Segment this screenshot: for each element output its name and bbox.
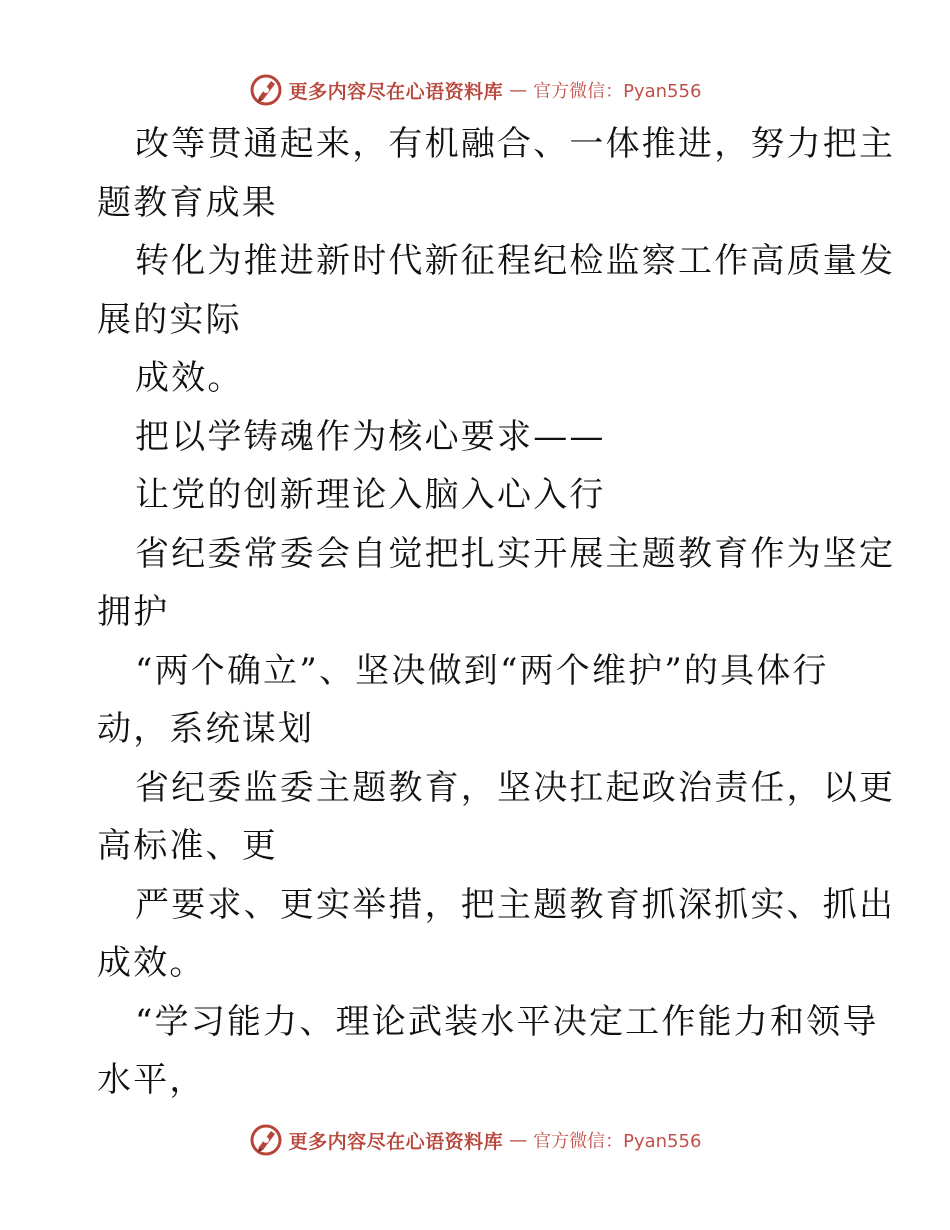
text-line: 水平， (97, 1060, 206, 1100)
text-line: “两个确立”、坚决做到“两个维护”的具体行 (135, 650, 829, 691)
header-brand: 更多内容尽在心语资料库 (288, 80, 504, 103)
footer-banner (0, 1120, 950, 1160)
text-line: “学习能力、理论武装水平决定工作能力和领导 (135, 1001, 879, 1042)
footer-wechat: 官方微信：Pyan556 (533, 1131, 702, 1152)
text-line: 成效。 (135, 358, 244, 398)
text-line: 动，系统谋划 (97, 709, 315, 749)
header-separator: — (509, 79, 528, 101)
text-line: 让党的创新理论入脑入心入行 (135, 475, 606, 515)
header-banner (0, 70, 950, 110)
text-line: 转化为推进新时代新征程纪检监察工作高质量发 (135, 241, 896, 281)
footer-brand: 更多内容尽在心语资料库 (288, 1130, 504, 1153)
pen-in-circle-logo-icon (249, 73, 283, 107)
footer-separator: — (509, 1129, 528, 1151)
document-body (97, 115, 896, 1110)
text-line: 严要求、更实举措，把主题教育抓深抓实、抓出 (135, 884, 896, 925)
text-line: 成效。 (97, 943, 206, 983)
text-line: 省纪委常委会自觉把扎实开展主题教育作为坚定 (135, 533, 896, 574)
text-line: 高标准、更 (97, 826, 278, 866)
pen-in-circle-logo-icon (249, 1123, 283, 1157)
text-line: 题教育成果 (97, 182, 278, 223)
header-wechat: 官方微信：Pyan556 (533, 81, 702, 102)
text-line: 改等贯通起来，有机融合、一体推进，努力把主 (135, 124, 896, 164)
text-line: 展的实际 (97, 299, 242, 340)
text-line: 拥护 (97, 592, 170, 632)
text-line: 把以学铸魂作为核心要求—— (135, 416, 606, 457)
text-line: 省纪委监委主题教育，坚决扛起政治责任，以更 (135, 767, 896, 808)
